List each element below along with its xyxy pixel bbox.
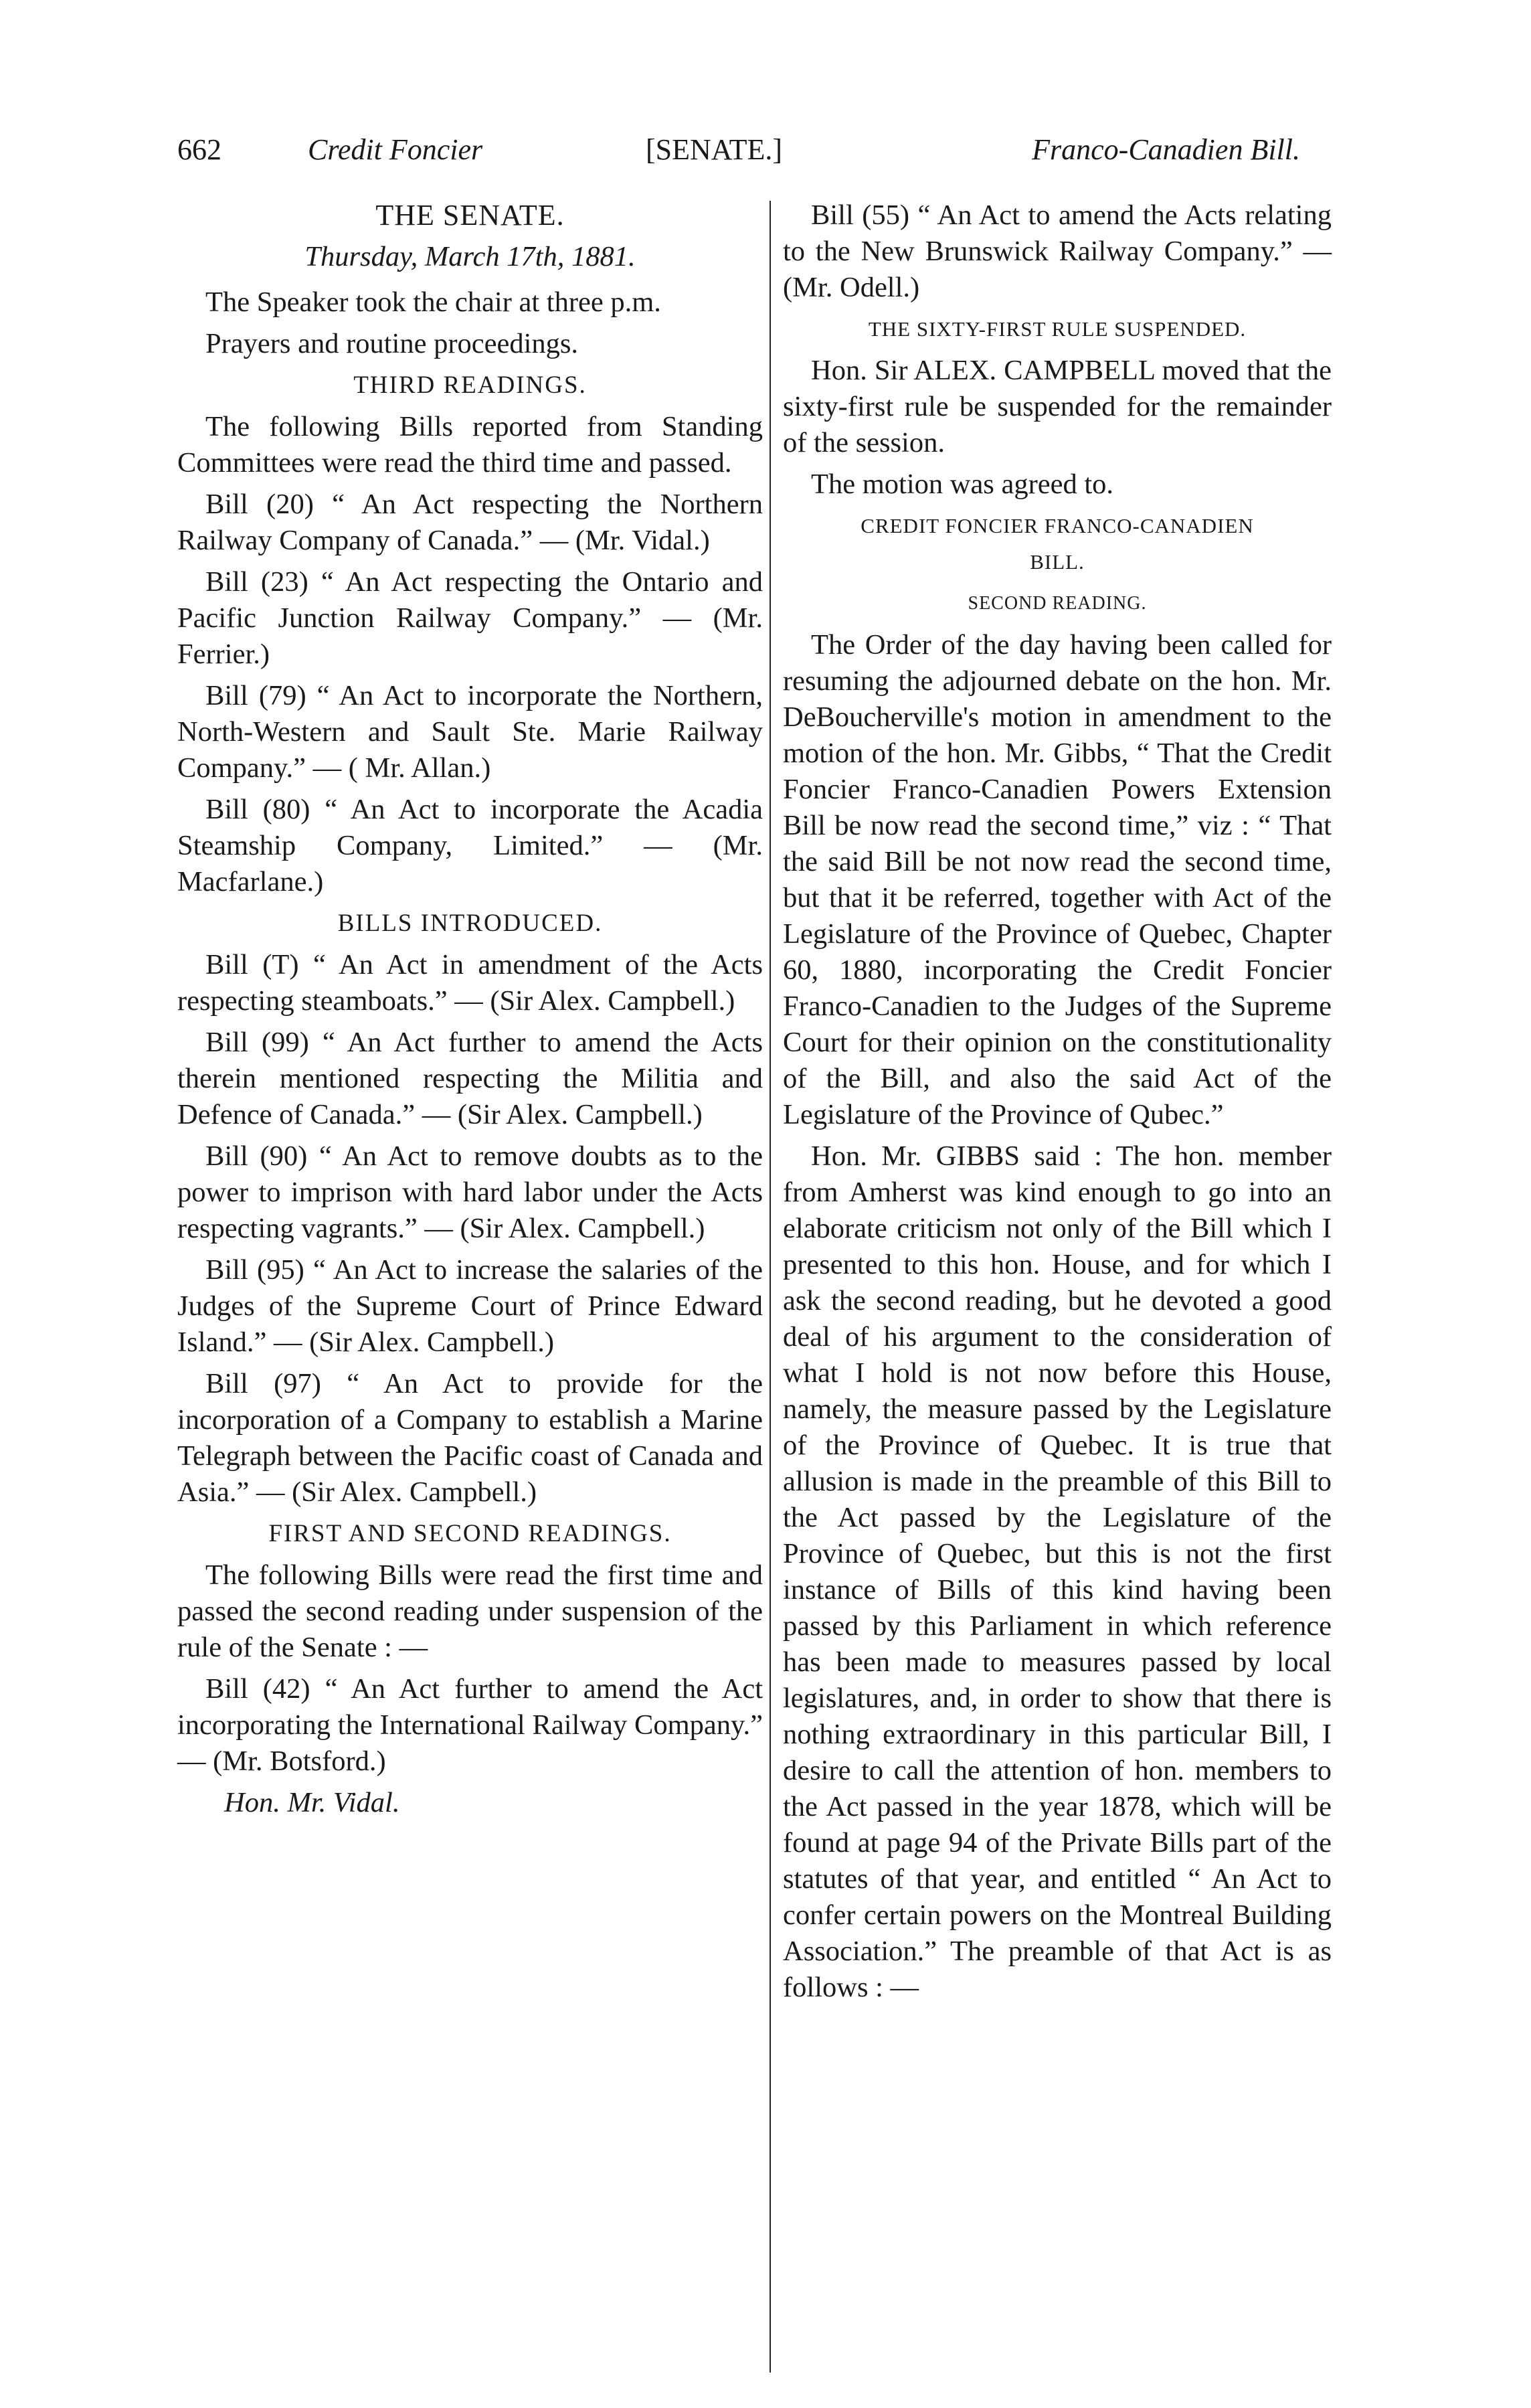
paragraph: The Speaker took the chair at three p.m. (205, 286, 661, 318)
paragraph: Prayers and routine proceedings. (205, 328, 579, 359)
paragraph: Hon. Sir ALEX. CAMPBELL moved that the sixty-first rule be suspended for the remainder of the session. (783, 355, 1332, 458)
bill-entry: Bill (95) “ An Act to increase the salaries of the Judges of the Supreme Court of Prince Edward Island.” — (Sir Alex. Campbell.) (177, 1254, 763, 1358)
bill-entry: Bill (99) “ An Act further to amend the Acts therein mentioned respecting the Militia and Defence of Canada.” — (Sir Alex. Campbell.) (177, 1027, 763, 1130)
left-column (177, 197, 763, 1821)
paragraph: The Order of the day having been called for resuming the adjourned debate on the hon. Mr. DeBoucherville's motion in amendment to the motion of the hon. Mr. Gibbs, “ That the Credit Foncier Franco-Canadien Powers Extension Bill be now read the second time,” viz : “ That the said Bill be not now read the second time, but that it be referred, together with Act of the Legislature of the Province of Quebec, Chapter 60, 1880, incorporating the Credit Foncier Franco-Canadien to the Judges of the Supreme Court for their opinion on the constitutionality of the Bill, and also the said Act of the Legislature of the Province of Qubec.” (783, 629, 1332, 1130)
bill-entry: Bill (55) “ An Act to amend the Acts relating to the New Brunswick Railway Company.” — (Mr. Odell.) (783, 199, 1332, 303)
bill-entry: Bill (90) “ An Act to remove doubts as to the power to imprison with hard labor under the Acts respecting vagrants.” — (Sir Alex. Campbell.) (177, 1140, 763, 1244)
section-heading-third-readings: THIRD READINGS. (353, 371, 587, 399)
speaker-signature: Hon. Mr. Vidal. (224, 1787, 400, 1818)
paragraph: The motion was agreed to. (811, 468, 1114, 500)
bill-entry: Bill (23) “ An Act respecting the Ontario and Pacific Junction Railway Company.” — (Mr. Ferrier.) (177, 566, 763, 670)
section-heading-second-reading: SECOND READING. (968, 593, 1147, 614)
bill-entry: Bill (80) “ An Act to incorporate the Acadia Steamship Company, Limited.” — (Mr. Macfarlane.) (177, 794, 763, 897)
senate-heading: THE SENATE. (375, 199, 565, 232)
section-heading-rule-suspended: THE SIXTY-FIRST RULE SUSPENDED. (868, 317, 1247, 341)
bill-entry: Bill (20) “ An Act respecting the Northern Railway Company of Canada.” — (Mr. Vidal.) (177, 489, 763, 556)
column-divider (770, 201, 771, 2373)
right-column (783, 197, 1332, 2011)
running-header (177, 126, 1300, 174)
page-number: 662 (177, 133, 221, 166)
header-right-title: Franco-Canadien Bill. (1032, 133, 1300, 166)
bill-entry: Bill (79) “ An Act to incorporate the Northern, North-Western and Sault Ste. Marie Railway Company.” — ( Mr. Allan.) (177, 680, 763, 784)
section-heading-first-second-readings: FIRST AND SECOND READINGS. (268, 1520, 672, 1547)
paragraph: The following Bills reported from Standing Committees were read the third time and passed. (177, 411, 763, 479)
bill-entry: Bill (97) “ An Act to provide for the incorporation of a Company to establish a Marine Telegraph between the Pacific coast of Canada and Asia.” — (Sir Alex. Campbell.) (177, 1368, 763, 1508)
paragraph: Hon. Mr. GIBBS said : The hon. member from Amherst was kind enough to go into an elaborate criticism not only of the Bill which I presented to this hon. House, and for which I ask the second reading, but he devoted a good deal of his argument to the consideration of what I hold is not now before this House, namely, the measure passed by the Legislature of the Province of Quebec. It is true that allusion is made in the preamble of this Bill to the Act passed by the Legislature of the Province of Quebec, but this is not the first instance of Bills of this kind having been passed by this Parliament in which reference has been made to measures passed by local legislatures, and, in order to show that there is nothing extraordinary in this particular Bill, I desire to call the attention of hon. members to the Act passed in the year 1878, which will be found at page 94 of the Private Bills part of the statutes of that year, and entitled “ An Act to confer certain powers on the Montreal Building Association.” The preamble of that Act is as follows : — (783, 1140, 1332, 2003)
section-heading-bills-introduced: BILLS INTRODUCED. (337, 910, 603, 937)
session-date: Thursday, March 17th, 1881. (304, 241, 636, 272)
header-left-title: Credit Foncier (308, 133, 483, 166)
bill-entry: Bill (T) “ An Act in amendment of the Acts respecting steamboats.” — (Sir Alex. Campbell.) (177, 949, 763, 1017)
bill-heading-line-2: BILL. (1030, 550, 1085, 574)
bill-entry: Bill (42) “ An Act further to amend the Act incorporating the International Railway Company.” — (Mr. Botsford.) (177, 1673, 763, 1777)
paragraph: The following Bills were read the first time and passed the second reading under suspension of the rule of the Senate : — (177, 1559, 763, 1663)
header-center-title: [SENATE.] (646, 133, 783, 166)
bill-heading-line-1: CREDIT FONCIER FRANCO-CANADIEN (861, 514, 1254, 537)
